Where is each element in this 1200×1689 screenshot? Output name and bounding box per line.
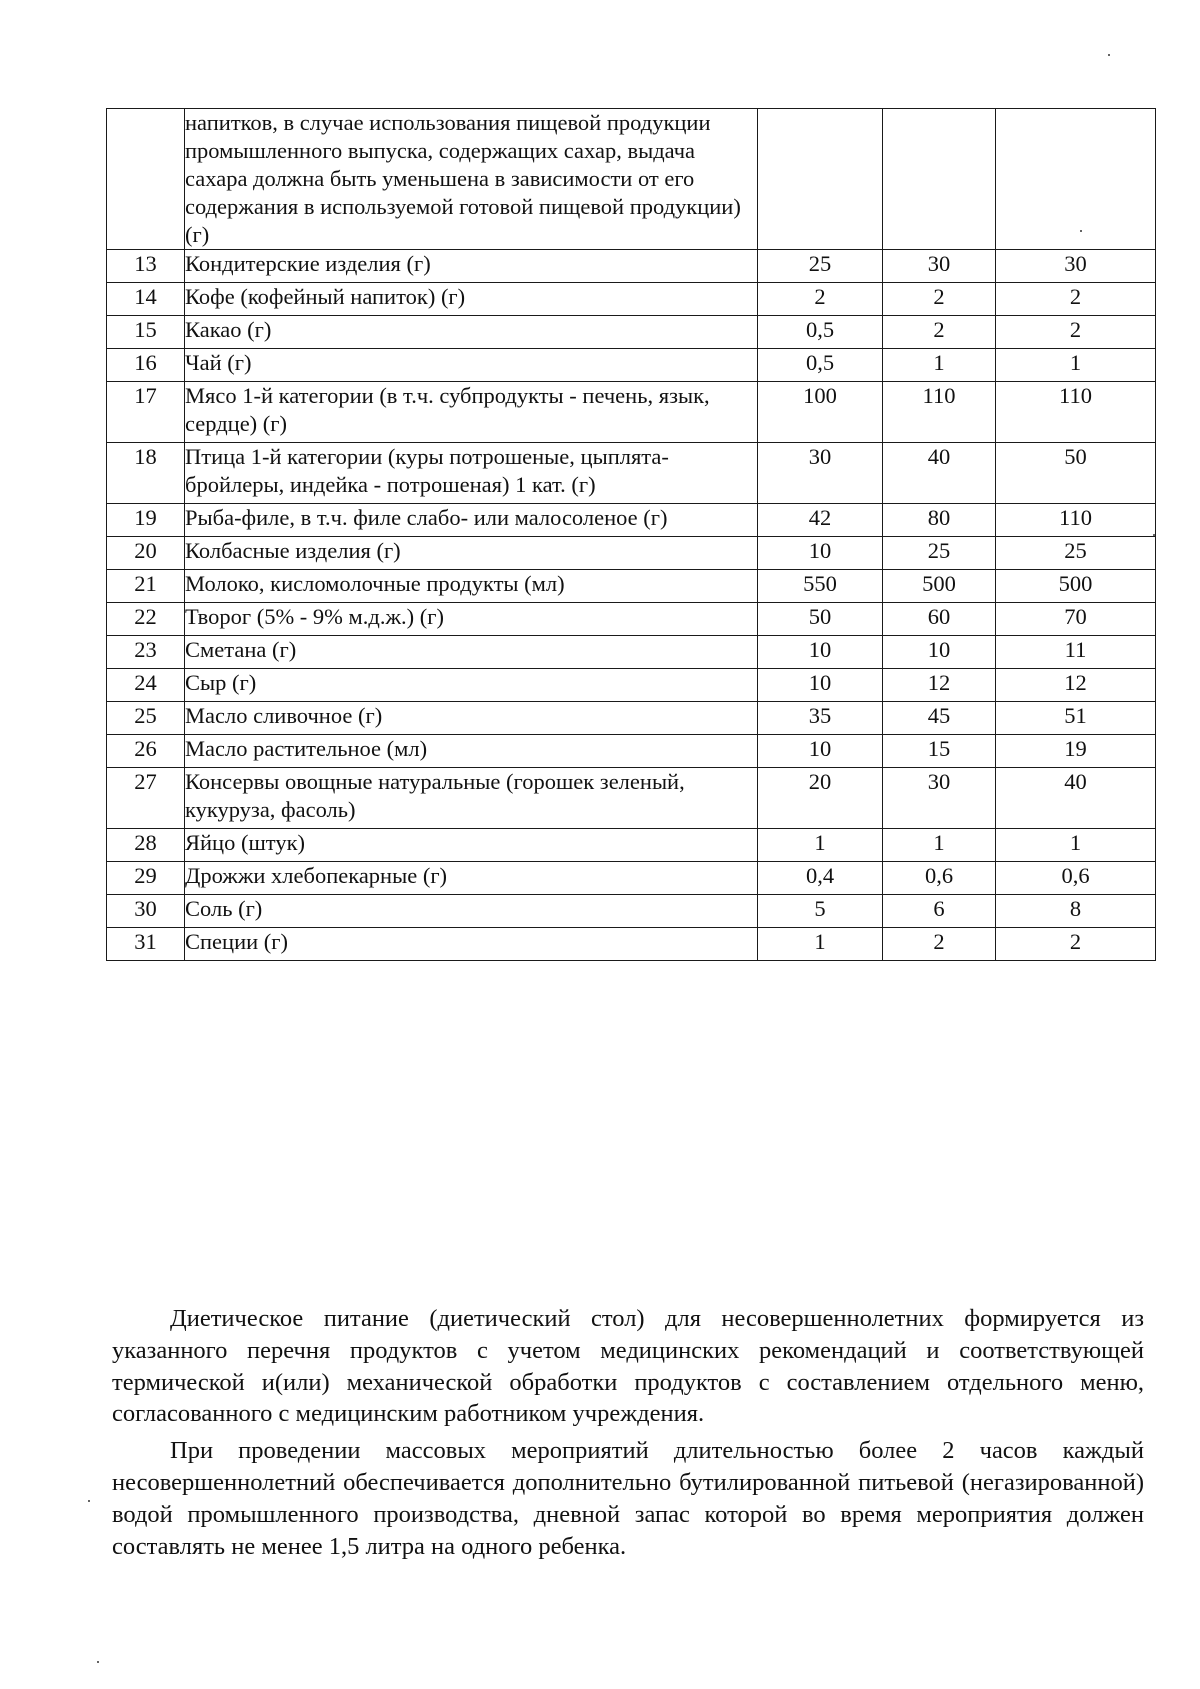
row-number: 26 bbox=[107, 735, 185, 768]
norm-value-3: 0,6 bbox=[996, 862, 1156, 895]
norm-value-1: 1 bbox=[758, 928, 883, 961]
table-row bbox=[107, 636, 1156, 669]
norm-value-2: 2 bbox=[883, 283, 996, 316]
table-row bbox=[107, 895, 1156, 928]
norm-value-1: 550 bbox=[758, 570, 883, 603]
product-name: напитков, в случае использования пищевой продукции промышленного выпуска, содержащих сахар, выдача сахара должна быть уменьшена в зависимости от его содержания в используемой готовой пищевой продукции) (г) bbox=[185, 109, 758, 250]
scan-speck bbox=[1108, 54, 1110, 56]
row-number: 29 bbox=[107, 862, 185, 895]
product-name: Мясо 1-й категории (в т.ч. субпродукты - печень, язык, сердце) (г) bbox=[185, 382, 758, 443]
norm-value-3: 50 bbox=[996, 443, 1156, 504]
row-number: 13 bbox=[107, 250, 185, 283]
row-number: 14 bbox=[107, 283, 185, 316]
norm-value-2 bbox=[883, 109, 996, 250]
table-row bbox=[107, 862, 1156, 895]
table-row bbox=[107, 109, 1156, 250]
table-row bbox=[107, 283, 1156, 316]
row-number: 15 bbox=[107, 316, 185, 349]
norm-value-1: 10 bbox=[758, 537, 883, 570]
norm-value-1: 10 bbox=[758, 735, 883, 768]
row-number: 22 bbox=[107, 603, 185, 636]
norm-value-1: 2 bbox=[758, 283, 883, 316]
table-row bbox=[107, 928, 1156, 961]
norm-value-1: 10 bbox=[758, 669, 883, 702]
norm-value-3: 11 bbox=[996, 636, 1156, 669]
norm-value-3: 2 bbox=[996, 283, 1156, 316]
product-name: Молоко, кисломолочные продукты (мл) bbox=[185, 570, 758, 603]
row-number: 27 bbox=[107, 768, 185, 829]
table-row bbox=[107, 570, 1156, 603]
table-row bbox=[107, 829, 1156, 862]
norm-value-1: 5 bbox=[758, 895, 883, 928]
norm-value-3: 30 bbox=[996, 250, 1156, 283]
norm-value-2: 15 bbox=[883, 735, 996, 768]
product-name: Специи (г) bbox=[185, 928, 758, 961]
product-name: Чай (г) bbox=[185, 349, 758, 382]
product-name: Колбасные изделия (г) bbox=[185, 537, 758, 570]
product-name: Яйцо (штук) bbox=[185, 829, 758, 862]
norm-value-2: 12 bbox=[883, 669, 996, 702]
table-row bbox=[107, 349, 1156, 382]
norm-value-2: 60 bbox=[883, 603, 996, 636]
norm-value-2: 6 bbox=[883, 895, 996, 928]
table-row bbox=[107, 504, 1156, 537]
row-number: 16 bbox=[107, 349, 185, 382]
paragraph-diet: Диетическое питание (диетический стол) для несовершеннолетних формируется из указанного перечня продуктов с учетом медицинских рекомендаций и соответствующей термической и(или) механической обработки продуктов с составлением отдельного меню, согласованного с медицинским работником учреждения. bbox=[112, 1305, 1144, 1428]
norm-value-2: 2 bbox=[883, 316, 996, 349]
product-name: Творог (5% - 9% м.д.ж.) (г) bbox=[185, 603, 758, 636]
table-row bbox=[107, 702, 1156, 735]
table-row bbox=[107, 443, 1156, 504]
product-name: Сметана (г) bbox=[185, 636, 758, 669]
norm-value-1: 0,5 bbox=[758, 316, 883, 349]
product-name: Кондитерские изделия (г) bbox=[185, 250, 758, 283]
food-norms-table bbox=[106, 108, 1156, 961]
norm-value-3: 500 bbox=[996, 570, 1156, 603]
norm-value-2: 40 bbox=[883, 443, 996, 504]
norm-value-2: 30 bbox=[883, 250, 996, 283]
row-number: 28 bbox=[107, 829, 185, 862]
norm-value-1: 10 bbox=[758, 636, 883, 669]
norm-value-2: 10 bbox=[883, 636, 996, 669]
norm-value-3: 8 bbox=[996, 895, 1156, 928]
scan-speck bbox=[97, 1661, 99, 1663]
norm-value-2: 80 bbox=[883, 504, 996, 537]
norm-value-1: 35 bbox=[758, 702, 883, 735]
row-number: 20 bbox=[107, 537, 185, 570]
table-row bbox=[107, 735, 1156, 768]
row-number: 25 bbox=[107, 702, 185, 735]
norm-value-3: 25 bbox=[996, 537, 1156, 570]
norm-value-3: 51 bbox=[996, 702, 1156, 735]
product-name: Масло сливочное (г) bbox=[185, 702, 758, 735]
scan-speck bbox=[1153, 534, 1155, 536]
norm-value-3: 40 bbox=[996, 768, 1156, 829]
norm-value-1: 50 bbox=[758, 603, 883, 636]
norm-value-2: 110 bbox=[883, 382, 996, 443]
row-number: 30 bbox=[107, 895, 185, 928]
norm-value-3: 2 bbox=[996, 928, 1156, 961]
norm-value-2: 1 bbox=[883, 829, 996, 862]
product-name: Масло растительное (мл) bbox=[185, 735, 758, 768]
product-name: Консервы овощные натуральные (горошек зеленый, кукуруза, фасоль) bbox=[185, 768, 758, 829]
row-number: 19 bbox=[107, 504, 185, 537]
norm-value-2: 500 bbox=[883, 570, 996, 603]
product-name: Сыр (г) bbox=[185, 669, 758, 702]
product-name: Дрожжи хлебопекарные (г) bbox=[185, 862, 758, 895]
norm-value-3: 1 bbox=[996, 349, 1156, 382]
norm-value-1 bbox=[758, 109, 883, 250]
norm-value-1: 100 bbox=[758, 382, 883, 443]
table-row bbox=[107, 768, 1156, 829]
product-name: Соль (г) bbox=[185, 895, 758, 928]
paragraph-water: При проведении массовых мероприятий длительностью более 2 часов каждый несовершеннолетний обеспечивается дополнительно бутилированной питьевой (негазированной) водой промышленного производства, дневной запас которой во время мероприятия должен составлять не менее 1,5 литра на одного ребенка. bbox=[112, 1437, 1144, 1560]
table-row bbox=[107, 250, 1156, 283]
table-row bbox=[107, 382, 1156, 443]
norm-value-2: 2 bbox=[883, 928, 996, 961]
scan-speck bbox=[88, 1500, 90, 1502]
product-name: Рыба-филе, в т.ч. филе слабо- или малосоленое (г) bbox=[185, 504, 758, 537]
norm-value-3: 70 bbox=[996, 603, 1156, 636]
norm-value-3: 19 bbox=[996, 735, 1156, 768]
norm-value-2: 45 bbox=[883, 702, 996, 735]
norm-value-1: 1 bbox=[758, 829, 883, 862]
norm-value-3 bbox=[996, 109, 1156, 250]
norm-value-1: 25 bbox=[758, 250, 883, 283]
product-name: Кофе (кофейный напиток) (г) bbox=[185, 283, 758, 316]
table-row bbox=[107, 669, 1156, 702]
row-number: 31 bbox=[107, 928, 185, 961]
norm-value-2: 1 bbox=[883, 349, 996, 382]
product-name: Какао (г) bbox=[185, 316, 758, 349]
norm-value-1: 30 bbox=[758, 443, 883, 504]
scan-speck bbox=[1080, 230, 1082, 232]
norm-value-3: 12 bbox=[996, 669, 1156, 702]
product-name: Птица 1-й категории (куры потрошеные, цыплята-бройлеры, индейка - потрошеная) 1 кат. (г) bbox=[185, 443, 758, 504]
body-text bbox=[112, 1303, 1144, 1567]
norm-value-3: 1 bbox=[996, 829, 1156, 862]
row-number: 21 bbox=[107, 570, 185, 603]
norm-value-2: 25 bbox=[883, 537, 996, 570]
norm-value-1: 0,5 bbox=[758, 349, 883, 382]
row-number: 17 bbox=[107, 382, 185, 443]
table-row bbox=[107, 316, 1156, 349]
table-row bbox=[107, 603, 1156, 636]
table-row bbox=[107, 537, 1156, 570]
norm-value-3: 110 bbox=[996, 382, 1156, 443]
norm-value-3: 110 bbox=[996, 504, 1156, 537]
norm-value-1: 0,4 bbox=[758, 862, 883, 895]
norm-value-2: 30 bbox=[883, 768, 996, 829]
row-number bbox=[107, 109, 185, 250]
norm-value-1: 20 bbox=[758, 768, 883, 829]
norm-value-2: 0,6 bbox=[883, 862, 996, 895]
row-number: 18 bbox=[107, 443, 185, 504]
norm-value-3: 2 bbox=[996, 316, 1156, 349]
row-number: 24 bbox=[107, 669, 185, 702]
row-number: 23 bbox=[107, 636, 185, 669]
norm-value-1: 42 bbox=[758, 504, 883, 537]
